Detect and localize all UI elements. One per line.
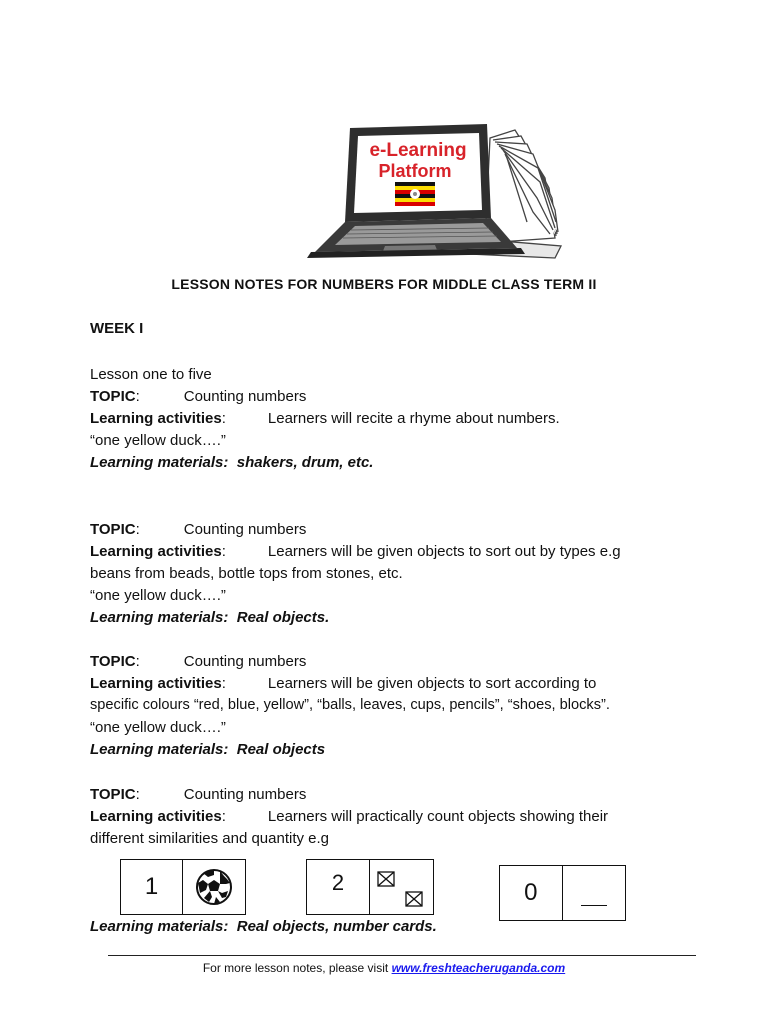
activities-label: Learning activities (90, 410, 222, 427)
topic-label: TOPIC (90, 521, 136, 538)
card-number: 1 (144, 873, 159, 900)
number-card-1 (120, 859, 246, 915)
materials-value: shakers, drum, etc. (236, 454, 374, 471)
logo-text-line1: e-Learning (369, 140, 467, 161)
number-card-2 (306, 859, 434, 915)
football-icon (194, 867, 234, 907)
logo-text-line2: Platform (378, 161, 452, 181)
topic-value: Counting numbers (183, 653, 307, 670)
section-2-rhyme: “one yellow duck….” (90, 587, 226, 604)
card-number: 2 (331, 870, 345, 895)
section-1-materials (90, 454, 373, 471)
week-heading: WEEK I (90, 320, 144, 337)
materials-label: Learning materials: (90, 741, 229, 758)
materials-value: Real objects (236, 741, 326, 758)
activities-text: Learners will practically count objects showing their (267, 808, 609, 825)
section-4-activities-cont: different similarities and quantity e.g (90, 830, 330, 847)
topic-label: TOPIC (90, 653, 136, 670)
empty-blank-line (581, 905, 607, 906)
footer-text: For more lesson notes, please visit (202, 961, 389, 975)
activities-label: Learning activities (90, 675, 222, 692)
section-4-activities: Learning activities: Learners will practically count objects showing their (90, 808, 609, 825)
section-3-activities-cont: specific colours “red, blue, yellow”, “balls, leaves, cups, pencils”, “shoes, blocks”. (90, 697, 610, 713)
number-card-0 (499, 865, 626, 921)
materials-label: Learning materials: (90, 454, 229, 471)
section-3-topic: TOPIC: Counting numbers (90, 653, 307, 670)
activities-label: Learning activities (90, 543, 222, 560)
materials-label: Learning materials: (90, 609, 229, 626)
section-2-topic: TOPIC: Counting numbers (90, 521, 307, 538)
section-3-materials (90, 741, 325, 758)
uganda-flag-icon (395, 182, 435, 206)
section-1-topic: TOPIC: Counting numbers (90, 388, 307, 405)
section-1-activities: Learning activities: Learners will recite a rhyme about numbers. (90, 410, 560, 427)
topic-label: TOPIC (90, 786, 136, 803)
footer-link[interactable]: www.freshteacheruganda.com (391, 961, 566, 975)
footer-divider (108, 955, 696, 956)
page-title: LESSON NOTES FOR NUMBERS FOR MIDDLE CLASS TERM II (171, 276, 597, 292)
materials-label: Learning materials: (90, 918, 229, 935)
section-2-activities-cont: beans from beads, bottle tops from stones, etc. (90, 565, 403, 582)
section-2-activities: Learning activities: Learners will be given objects to sort out by types e.g (90, 543, 621, 560)
activities-text: Learners will be given objects to sort out by types e.g (267, 543, 621, 560)
activities-text: Learners will recite a rhyme about numbers. (267, 410, 560, 427)
activities-label: Learning activities (90, 808, 222, 825)
topic-label: TOPIC (90, 388, 136, 405)
section-3-rhyme: “one yellow duck….” (90, 719, 226, 736)
materials-value: Real objects, number cards. (236, 918, 437, 935)
materials-value: Real objects. (236, 609, 330, 626)
envelope-boxes-icon (372, 860, 432, 914)
section-1-rhyme: “one yellow duck….” (90, 432, 226, 449)
topic-value: Counting numbers (183, 388, 307, 405)
section-4-topic: TOPIC: Counting numbers (90, 786, 307, 803)
topic-value: Counting numbers (183, 786, 307, 803)
card-number: 0 (524, 879, 538, 906)
activities-text: Learners will be given objects to sort according to (267, 675, 597, 692)
e-learning-platform-logo (255, 118, 565, 268)
section-2-materials (90, 609, 329, 626)
lesson-range: Lesson one to five (90, 366, 212, 383)
section-4-materials (90, 918, 437, 935)
footer (0, 961, 768, 975)
topic-value: Counting numbers (183, 521, 307, 538)
section-3-activities: Learning activities: Learners will be given objects to sort according to (90, 675, 597, 692)
